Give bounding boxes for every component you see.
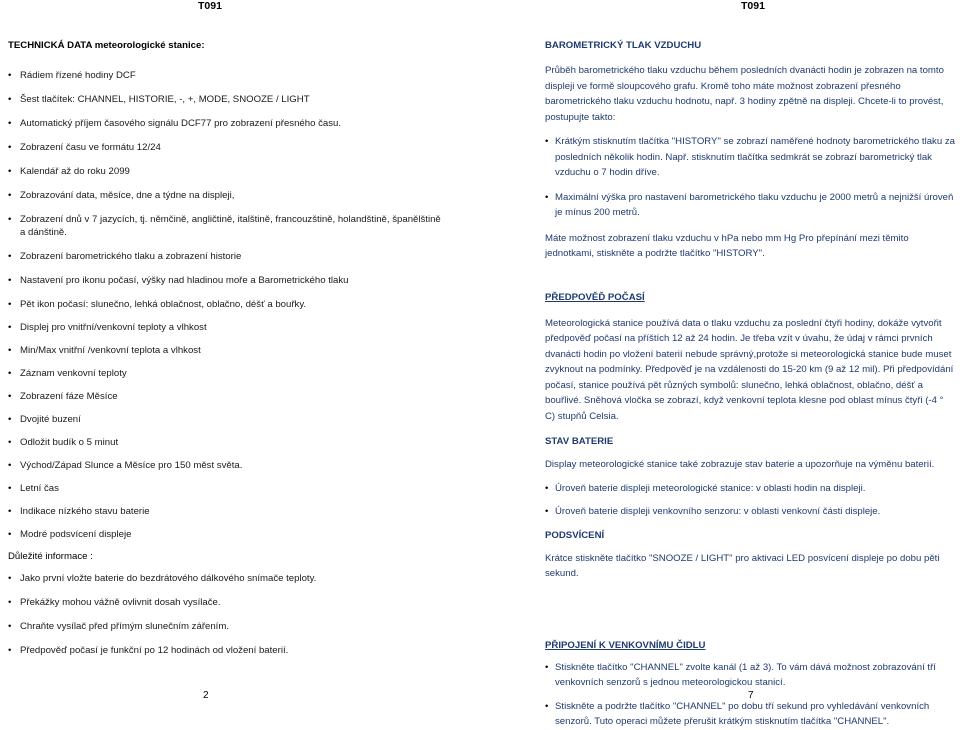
barometric-outro: Máte možnost zobrazení tlaku vzduchu v hPa nebo mm Hg Pro přepínání mezi těmito jednotkami, stiskněte a podržte tlačítko "HISTORY". bbox=[545, 232, 909, 259]
manual-column bbox=[545, 40, 955, 730]
spec-item: • Šest tlačítek: CHANNEL, HISTORIE, -, +, MODE, SNOOZE / LIGHT bbox=[8, 93, 448, 106]
spec-item: • Zobrazení času ve formátu 12/24 bbox=[8, 141, 448, 154]
spec-item: • Rádiem řízené hodiny DCF bbox=[8, 69, 448, 82]
spec-item: • Displej pro vnitřní/venkovní teploty a vlhkost bbox=[8, 321, 448, 334]
spec-item: • Pět ikon počasí: slunečno, lehká oblačnost, oblačno, déšť a bouřky. bbox=[8, 298, 448, 311]
spec-item: • Zobrazování data, měsíce, dne a týdne na displeji, bbox=[8, 189, 448, 202]
technical-data-column bbox=[8, 40, 448, 668]
sensor-item: • Stiskněte tlačítko "CHANNEL" zvolte kanál (1 až 3). To vám dává možnost zobrazování tří venkovních senzorů s jednou meteorologickou stanicí. bbox=[545, 660, 955, 691]
spec-item: • Dvojité buzení bbox=[8, 413, 448, 426]
battery-item: • Úroveň baterie displeji meteorologické stanice: v oblasti hodin na displeji. bbox=[545, 481, 955, 497]
battery-intro: Display meteorologické stanice také zobrazuje stav baterie a upozorňuje na výměnu baterií. bbox=[545, 459, 935, 470]
spec-item: • Nastavení pro ikonu počasí, výšky nad hladinou moře a Barometrického tlaku bbox=[8, 274, 448, 287]
spec-item: • Letní čas bbox=[8, 482, 448, 495]
battery-title: STAV BATERIE bbox=[545, 436, 614, 447]
forecast-text: Meteorologická stanice používá data o tlaku vzduchu za poslední čtyři hodiny, dokáže vytvořit předpověď počasí na příštích 12 až 24 hodin. Je třeba vzít v úvahu, že údaj v rámci prvních dvanácti hodin po vložení baterií nebude správný,protože si meteorologická stanice bude muset zvyknout na podmínky. Předpověď je na vzdálenosti do 15-20 km (9 až 12 mil). Při předpovídání počasí, stanice používá pět různých symbolů: slunečno, lehká oblačnost, oblačno, déšť a bouřlivé. Sněhová vločka se zobrazí, když venkovní teplota klesne pod oblast mínus čtyři (-4 ° C) stupňů Celsia. bbox=[545, 317, 954, 422]
spec-item: • Odložit budík o 5 minut bbox=[8, 436, 448, 449]
sensor-item: • Stiskněte a podržte tlačítko "CHANNEL" po dobu tří sekund pro vyhledávání venkovních senzorů. Tuto operaci můžete přerušit krátkým stisknutím tlačítka "CHANNEL". bbox=[545, 699, 955, 730]
spec-item: • Kalendář až do roku 2099 bbox=[8, 165, 448, 178]
backlight-text: Krátce stiskněte tlačítko "SNOOZE / LIGHT" pro aktivaci LED posvícení displeje po dobu pěti sekund. bbox=[545, 552, 940, 579]
spec-item: • Záznam venkovní teploty bbox=[8, 367, 448, 380]
barometric-item: • Krátkým stisknutím tlačítka "HISTORY" se zobrazí naměřené hodnoty barometrického tlaku za posledních několik hodin. Např. stisknutím tlačítka sedmkrát se zobrazí barometrický tlak vzduchu o 7 hodin dříve. bbox=[545, 134, 955, 181]
spec-item: • Zobrazení fáze Měsíce bbox=[8, 390, 448, 403]
important-item: • Chraňte vysílač před přímým slunečním zářením. bbox=[8, 620, 448, 633]
page-number-right: 7 bbox=[748, 690, 754, 701]
header-code-left: T091 bbox=[198, 0, 222, 12]
battery-item: • Úroveň baterie displeji venkovního senzoru: v oblasti venkovní části displeje. bbox=[545, 504, 955, 520]
barometric-item: • Maximální výška pro nastavení barometrického tlaku vzduchu je 2000 metrů a nejnižší úroveň je mínus 200 metrů. bbox=[545, 190, 955, 221]
spec-item: • Automatický příjem časového signálu DCF77 pro zobrazení přesného času. bbox=[8, 117, 448, 130]
important-item: • Jako první vložte baterie do bezdrátového dálkového snímače teploty. bbox=[8, 572, 448, 585]
barometric-title: BAROMETRICKÝ TLAK VZDUCHU bbox=[545, 40, 702, 51]
backlight-title: PODSVÍCENÍ bbox=[545, 529, 605, 541]
spec-item: • Modré podsvícení displeje bbox=[8, 528, 448, 541]
spec-item: • Východ/Západ Slunce a Měsíce pro 150 měst světa. bbox=[8, 459, 448, 472]
header-code-right: T091 bbox=[741, 0, 765, 12]
forecast-title: PŘEDPOVĚĎ POČASÍ bbox=[545, 291, 645, 303]
spec-item: • Zobrazení dnů v 7 jazycích, tj. němčině, angličtině, italštině, francouzštině, holandštině, španělštině a dánštině. bbox=[8, 213, 448, 239]
sensor-title: PŘIPOJENÍ K VENKOVNÍMU ČIDLU bbox=[545, 639, 706, 651]
spec-item: • Indikace nízkého stavu baterie bbox=[8, 505, 448, 518]
important-info-label: Důležité informace : bbox=[8, 551, 93, 562]
technical-data-title: TECHNICKÁ DATA meteorologické stanice: bbox=[8, 40, 205, 51]
page-number-left: 2 bbox=[203, 690, 209, 701]
spec-item: • Zobrazení barometrického tlaku a zobrazení historie bbox=[8, 250, 448, 263]
barometric-intro: Průběh barometrického tlaku vzduchu během posledních dvanácti hodin je zobrazen na tomto displeji ve formě sloupcového grafu. Kromě toho máte možnost zobrazení přesného barometrického tlaku vzduchu hodnotu, např. 3 hodiny zpětně na displeji. Chcete-li to provést, postupujte takto: bbox=[545, 65, 944, 123]
spec-item: • Min/Max vnitřní /venkovní teplota a vlhkost bbox=[8, 344, 448, 357]
important-item: • Předpověď počasí je funkční po 12 hodinách od vložení baterií. bbox=[8, 644, 448, 657]
important-item: • Překážky mohou vážně ovlivnit dosah vysílače. bbox=[8, 596, 448, 609]
